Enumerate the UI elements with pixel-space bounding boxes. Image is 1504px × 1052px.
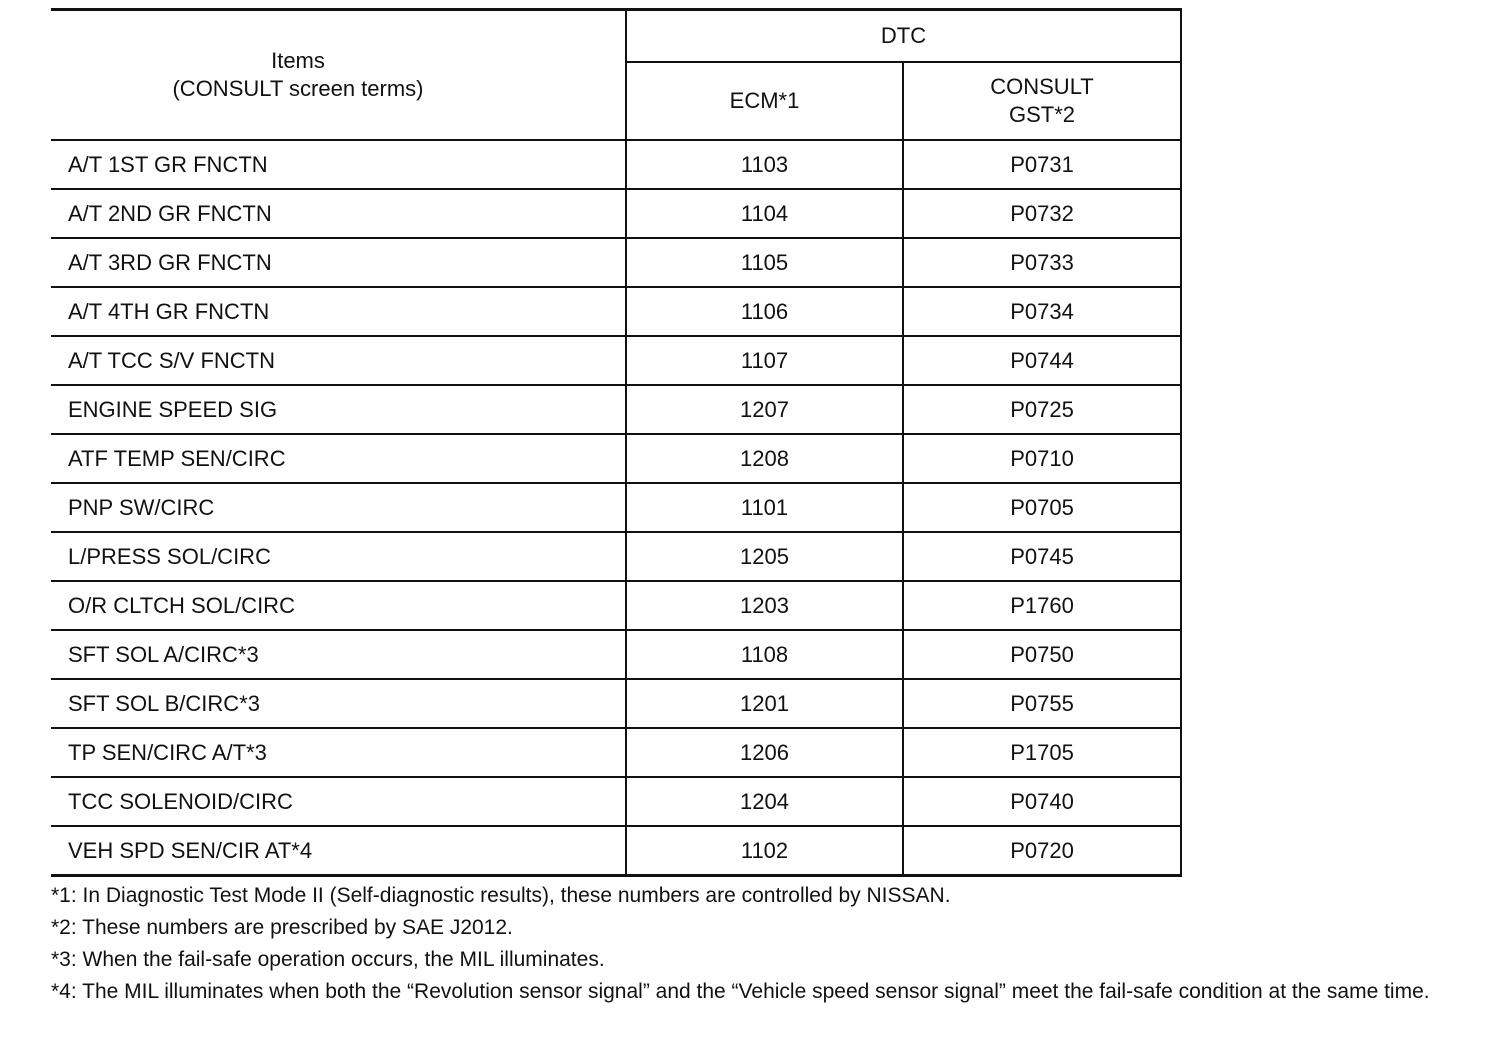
cell-item: SFT SOL A/CIRC*3: [51, 630, 626, 679]
table-row: [51, 532, 1181, 581]
table-row: [51, 630, 1181, 679]
header-items: [51, 10, 626, 141]
header-consult-line2: GST*2: [1008, 102, 1076, 127]
cell-consult: P0755: [903, 679, 1181, 728]
cell-item: ENGINE SPEED SIG: [51, 385, 626, 434]
header-consult: [903, 62, 1181, 140]
cell-ecm: 1203: [626, 581, 903, 630]
cell-consult: P0705: [903, 483, 1181, 532]
cell-ecm: 1201: [626, 679, 903, 728]
cell-ecm: 1107: [626, 336, 903, 385]
cell-ecm: 1105: [626, 238, 903, 287]
cell-item: A/T 3RD GR FNCTN: [51, 238, 626, 287]
cell-item: SFT SOL B/CIRC*3: [51, 679, 626, 728]
table-row: [51, 581, 1181, 630]
cell-ecm: 1104: [626, 189, 903, 238]
cell-consult: P0710: [903, 434, 1181, 483]
cell-consult: P0734: [903, 287, 1181, 336]
cell-ecm: 1205: [626, 532, 903, 581]
table-row: [51, 483, 1181, 532]
cell-consult: P0745: [903, 532, 1181, 581]
cell-consult: P0731: [903, 140, 1181, 189]
cell-ecm: 1207: [626, 385, 903, 434]
cell-item: L/PRESS SOL/CIRC: [51, 532, 626, 581]
cell-consult: P0733: [903, 238, 1181, 287]
cell-consult: P0720: [903, 826, 1181, 876]
cell-consult: P0744: [903, 336, 1181, 385]
header-row-top: [51, 10, 1181, 63]
table-row: [51, 679, 1181, 728]
cell-item: TP SEN/CIRC A/T*3: [51, 728, 626, 777]
table-body: [51, 140, 1181, 876]
header-items-line2: (CONSULT screen terms): [172, 76, 424, 101]
cell-consult: P1760: [903, 581, 1181, 630]
table-header: [51, 10, 1181, 141]
cell-consult: P0750: [903, 630, 1181, 679]
cell-ecm: 1103: [626, 140, 903, 189]
footnote-4: *4: The MIL illuminates when both the “Revolution sensor signal” and the “Vehicle speed sensor signal” meet the fail-safe condition at the same time.: [51, 980, 1430, 1003]
footnote-1: *1: In Diagnostic Test Mode II (Self-diagnostic results), these numbers are controlled by NISSAN.: [51, 884, 951, 907]
cell-item: VEH SPD SEN/CIR AT*4: [51, 826, 626, 876]
table-row: [51, 287, 1181, 336]
table-row: [51, 728, 1181, 777]
cell-ecm: 1108: [626, 630, 903, 679]
cell-consult: P0740: [903, 777, 1181, 826]
table-row: [51, 826, 1181, 876]
cell-ecm: 1208: [626, 434, 903, 483]
footnote-3: *3: When the fail-safe operation occurs, the MIL illuminates.: [51, 948, 605, 971]
cell-item: A/T 1ST GR FNCTN: [51, 140, 626, 189]
cell-consult: P0732: [903, 189, 1181, 238]
cell-ecm: 1102: [626, 826, 903, 876]
cell-consult: P0725: [903, 385, 1181, 434]
table-row: [51, 189, 1181, 238]
table-row: [51, 238, 1181, 287]
cell-item: A/T 4TH GR FNCTN: [51, 287, 626, 336]
cell-ecm: 1204: [626, 777, 903, 826]
table-row: [51, 140, 1181, 189]
cell-ecm: 1106: [626, 287, 903, 336]
cell-item: A/T TCC S/V FNCTN: [51, 336, 626, 385]
dtc-table: [51, 8, 1182, 877]
header-ecm: ECM*1: [626, 62, 903, 140]
cell-ecm: 1206: [626, 728, 903, 777]
header-consult-line1: CONSULT: [990, 74, 1094, 99]
table-row: [51, 385, 1181, 434]
footnotes: [51, 880, 1481, 1005]
cell-item: A/T 2ND GR FNCTN: [51, 189, 626, 238]
table-row: [51, 434, 1181, 483]
footnote-2: *2: These numbers are prescribed by SAE J2012.: [51, 916, 513, 939]
table-row: [51, 336, 1181, 385]
header-items-line1: Items: [271, 48, 325, 73]
cell-item: TCC SOLENOID/CIRC: [51, 777, 626, 826]
cell-item: PNP SW/CIRC: [51, 483, 626, 532]
cell-item: O/R CLTCH SOL/CIRC: [51, 581, 626, 630]
cell-ecm: 1101: [626, 483, 903, 532]
table-row: [51, 777, 1181, 826]
cell-consult: P1705: [903, 728, 1181, 777]
cell-item: ATF TEMP SEN/CIRC: [51, 434, 626, 483]
header-dtc: DTC: [626, 10, 1181, 63]
